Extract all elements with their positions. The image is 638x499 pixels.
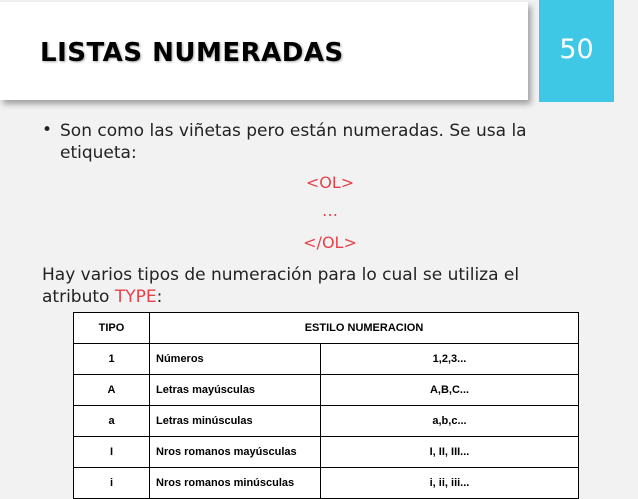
table-row bbox=[74, 437, 579, 468]
cell-ejemplo: I, II, III... bbox=[321, 437, 579, 468]
code-close-tag: </OL> bbox=[303, 233, 357, 252]
bullet-line-2: etiqueta: bbox=[60, 143, 137, 163]
cell-tipo: 1 bbox=[74, 344, 150, 375]
page-number-box bbox=[539, 0, 614, 102]
cell-tipo: A bbox=[74, 375, 150, 406]
cell-tipo: I bbox=[74, 437, 150, 468]
table-row bbox=[74, 406, 579, 437]
cell-estilo: Nros romanos mayúsculas bbox=[150, 437, 321, 468]
code-open-tag: <OL> bbox=[305, 173, 355, 192]
page-number: 50 bbox=[559, 34, 594, 65]
code-ellipsis: … bbox=[322, 201, 338, 220]
paragraph-suffix: : bbox=[156, 287, 163, 307]
table-row bbox=[74, 375, 579, 406]
cell-ejemplo: i, ii, iii... bbox=[321, 468, 579, 499]
numbering-types-table bbox=[73, 312, 579, 499]
cell-ejemplo: a,b,c... bbox=[321, 406, 579, 437]
table-row bbox=[74, 468, 579, 499]
header-tipo: TIPO bbox=[74, 313, 150, 344]
paragraph-line-2 bbox=[42, 286, 162, 308]
table-row bbox=[74, 344, 579, 375]
table-header-row bbox=[74, 313, 579, 344]
type-keyword: TYPE bbox=[114, 287, 157, 307]
header-estilo: ESTILO NUMERACION bbox=[150, 313, 579, 344]
cell-estilo: Letras mayúsculas bbox=[150, 375, 321, 406]
title-bar bbox=[0, 2, 528, 100]
cell-ejemplo: 1,2,3... bbox=[321, 344, 579, 375]
cell-tipo: a bbox=[74, 406, 150, 437]
cell-estilo: Letras minúsculas bbox=[150, 406, 321, 437]
cell-ejemplo: A,B,C... bbox=[321, 375, 579, 406]
bullet-line-1: Son como las viñetas pero están numeradas. Se usa la bbox=[60, 121, 527, 141]
cell-estilo: Números bbox=[150, 344, 321, 375]
slide-title: LISTAS NUMERADAS bbox=[40, 38, 344, 68]
bullet-dot: • bbox=[42, 120, 53, 140]
cell-estilo: Nros romanos minúsculas bbox=[150, 468, 321, 499]
paragraph-line-1: Hay varios tipos de numeración para lo cual se utiliza el bbox=[42, 265, 520, 285]
cell-tipo: i bbox=[74, 468, 150, 499]
paragraph-prefix: atributo bbox=[42, 287, 115, 307]
